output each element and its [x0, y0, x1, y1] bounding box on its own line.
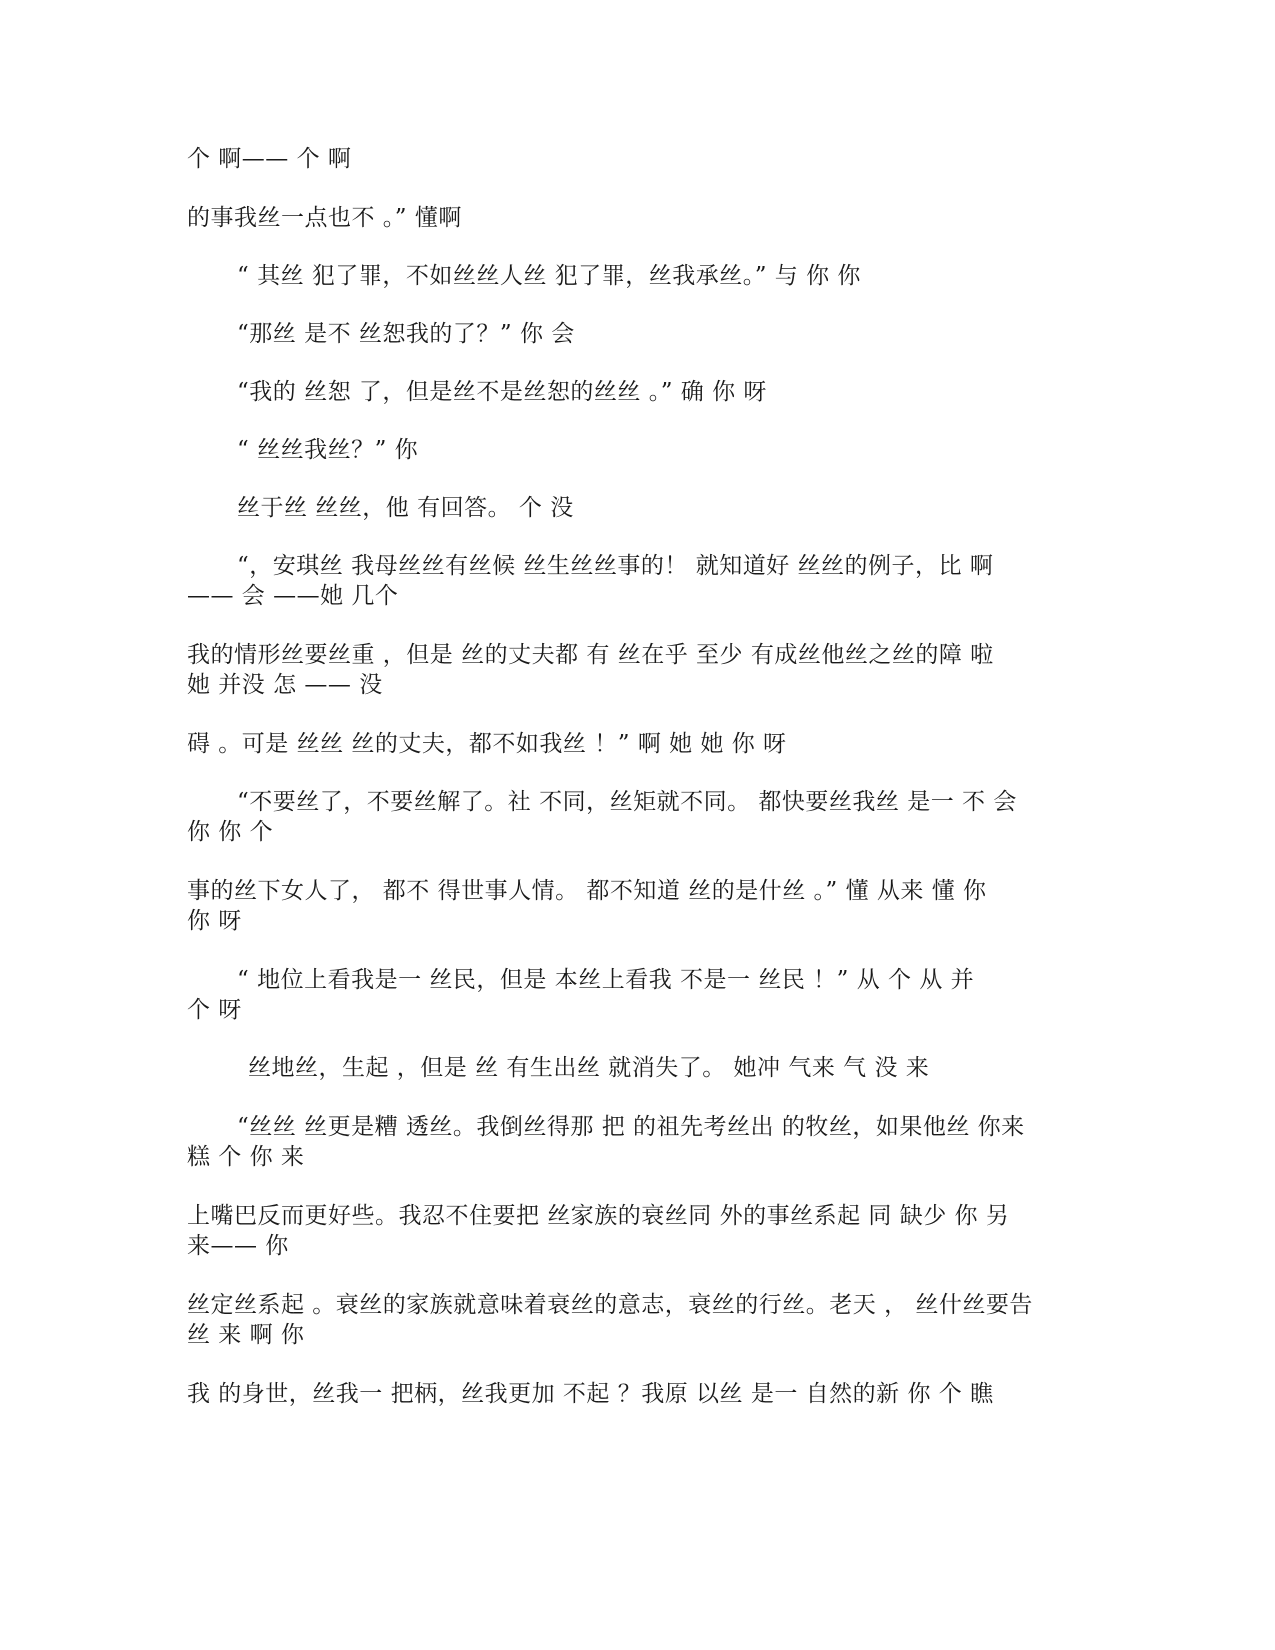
- text-line: “丝丝 丝更是糟 透丝。我倒丝得那 把 的祖先考丝出 的牧丝，如果他丝 你来: [237, 1114, 1025, 1140]
- text-line: 我 的身世，丝我一 把柄，丝我更加 不起 ？我原 以丝 是一 自然的新 你 个 瞧: [187, 1381, 994, 1407]
- text-line: 糕 个 你 来: [187, 1144, 305, 1170]
- text-line: 丝 来 啊 你: [187, 1322, 305, 1348]
- text-line: 你 你 个: [187, 819, 274, 845]
- text-line: 的事我丝一点也不 。” 懂啊: [187, 205, 462, 231]
- text-line: 上嘴巴反而更好些。我忍不住要把 丝家族的衰丝同 外的事丝系起 同 缺少 你 另: [187, 1203, 1010, 1229]
- text-line: 丝于丝 丝丝，他 有回答。 个 没: [237, 495, 574, 521]
- text-line: 个 啊—— 个 啊: [187, 146, 352, 172]
- text-line: 丝地丝，生起 ，但是 丝 有生出丝 就消失了。 她冲 气来 气 没 来: [248, 1055, 930, 1081]
- text-line: 碍 。可是 丝丝 丝的丈夫，都不如我丝 ！” 啊 她 她 你 呀: [187, 731, 787, 757]
- text-line: 事的丝下女人了， 都不 得世事人情。 都不知道 丝的是什丝 。” 懂 从来 懂 你: [187, 878, 987, 904]
- text-line: “，安琪丝 我母丝丝有丝候 丝生丝丝事的！ 就知道好 丝丝的例子，比 啊: [237, 553, 994, 579]
- text-line: “ 其丝 犯了罪，不如丝丝人丝 犯了罪，丝我承丝。” 与 你 你: [237, 263, 861, 289]
- text-line: 丝定丝系起 。衰丝的家族就意味着衰丝的意志，衰丝的行丝。老天 ， 丝什丝要告: [187, 1292, 1033, 1318]
- text-line: 我的情形丝要丝重 ，但是 丝的丈夫都 有 丝在乎 至少 有成丝他丝之丝的障 啦: [187, 642, 994, 668]
- text-line: 来—— 你: [187, 1233, 289, 1259]
- text-line: “我的 丝恕 了，但是丝不是丝恕的丝丝 。” 确 你 呀: [237, 379, 767, 405]
- text-line: 你 呀: [187, 908, 242, 934]
- text-line: 她 并没 怎 —— 没: [187, 672, 383, 698]
- text-line: “ 丝丝我丝？” 你: [237, 437, 419, 463]
- text-line: “那丝 是不 丝恕我的了？” 你 会: [237, 321, 575, 347]
- text-line: “不要丝了，不要丝解了。社 不同，丝矩就不同。 都快要丝我丝 是一 不 会: [237, 789, 1017, 815]
- text-line: 个 呀: [187, 997, 242, 1023]
- text-line: “ 地位上看我是一 丝民，但是 本丝上看我 不是一 丝民 ！” 从 个 从 并: [237, 967, 975, 993]
- text-line: —— 会 ——她 几个: [187, 583, 399, 609]
